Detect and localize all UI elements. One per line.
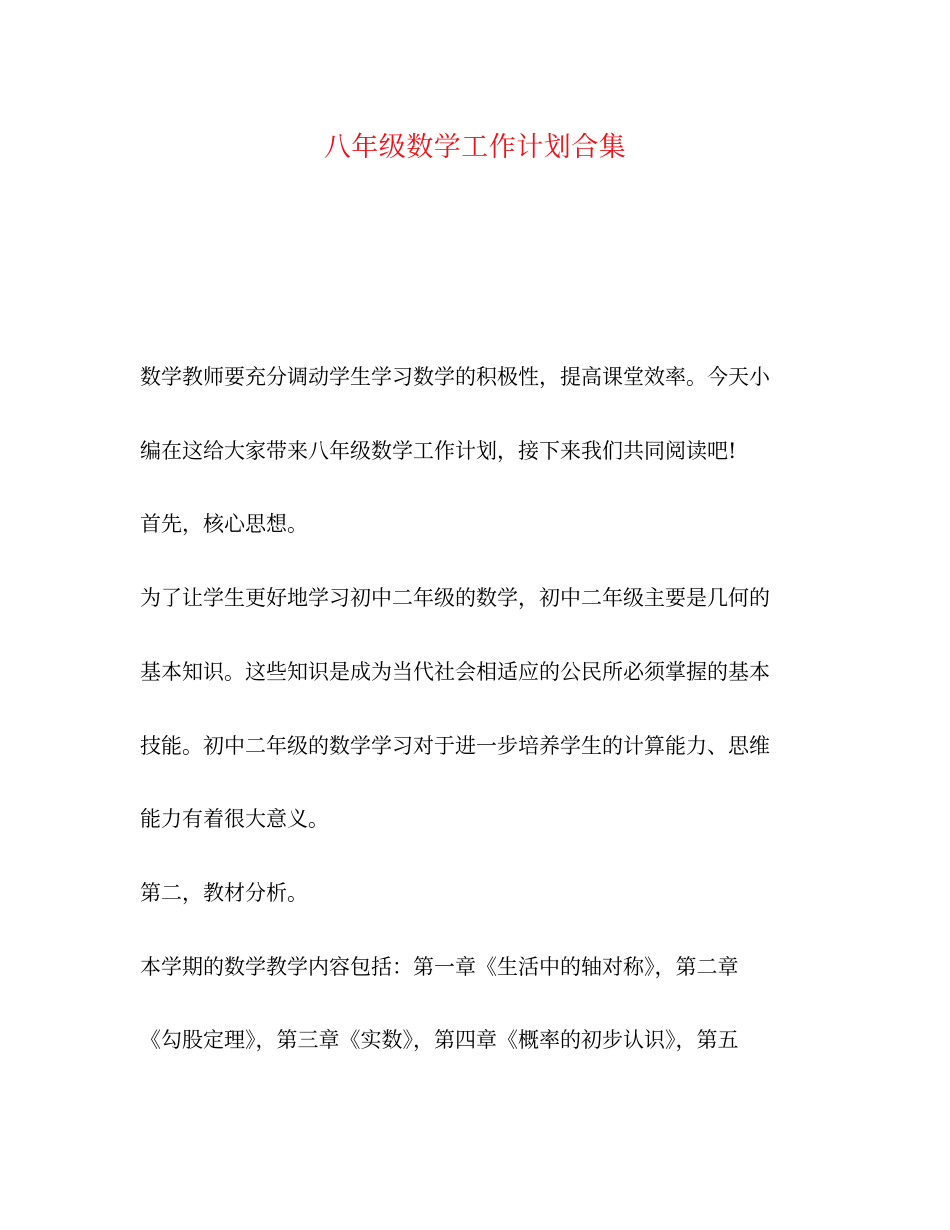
body-line-1: 数学教师要充分调动学生学习数学的积极性，提高课堂效率。今天小: [140, 365, 770, 389]
document-title: 八年级数学工作计划合集: [323, 132, 627, 163]
body-line-6: 技能。初中二年级的数学学习对于进一步培养学生的计算能力、思维: [140, 734, 770, 758]
body-line-5: 基本知识。这些知识是成为当代社会相适应的公民所必须掌握的基本: [140, 660, 770, 684]
body-line-7: 能力有着很大意义。: [140, 807, 329, 831]
body-line-9: 本学期的数学教学内容包括：第一章《生活中的轴对称》，第二章: [140, 955, 739, 979]
section-heading-textbook-analysis: 第二，教材分析。: [140, 881, 308, 905]
body-line-10: 《勾股定理》，第三章《实数》，第四章《概率的初步认识》，第五: [140, 1028, 739, 1052]
section-heading-core-idea: 首先，核心思想。: [140, 512, 308, 536]
body-line-4: 为了让学生更好地学习初中二年级的数学，初中二年级主要是几何的: [140, 586, 770, 610]
body-line-2: 编在这给大家带来八年级数学工作计划，接下来我们共同阅读吧!: [140, 439, 737, 463]
